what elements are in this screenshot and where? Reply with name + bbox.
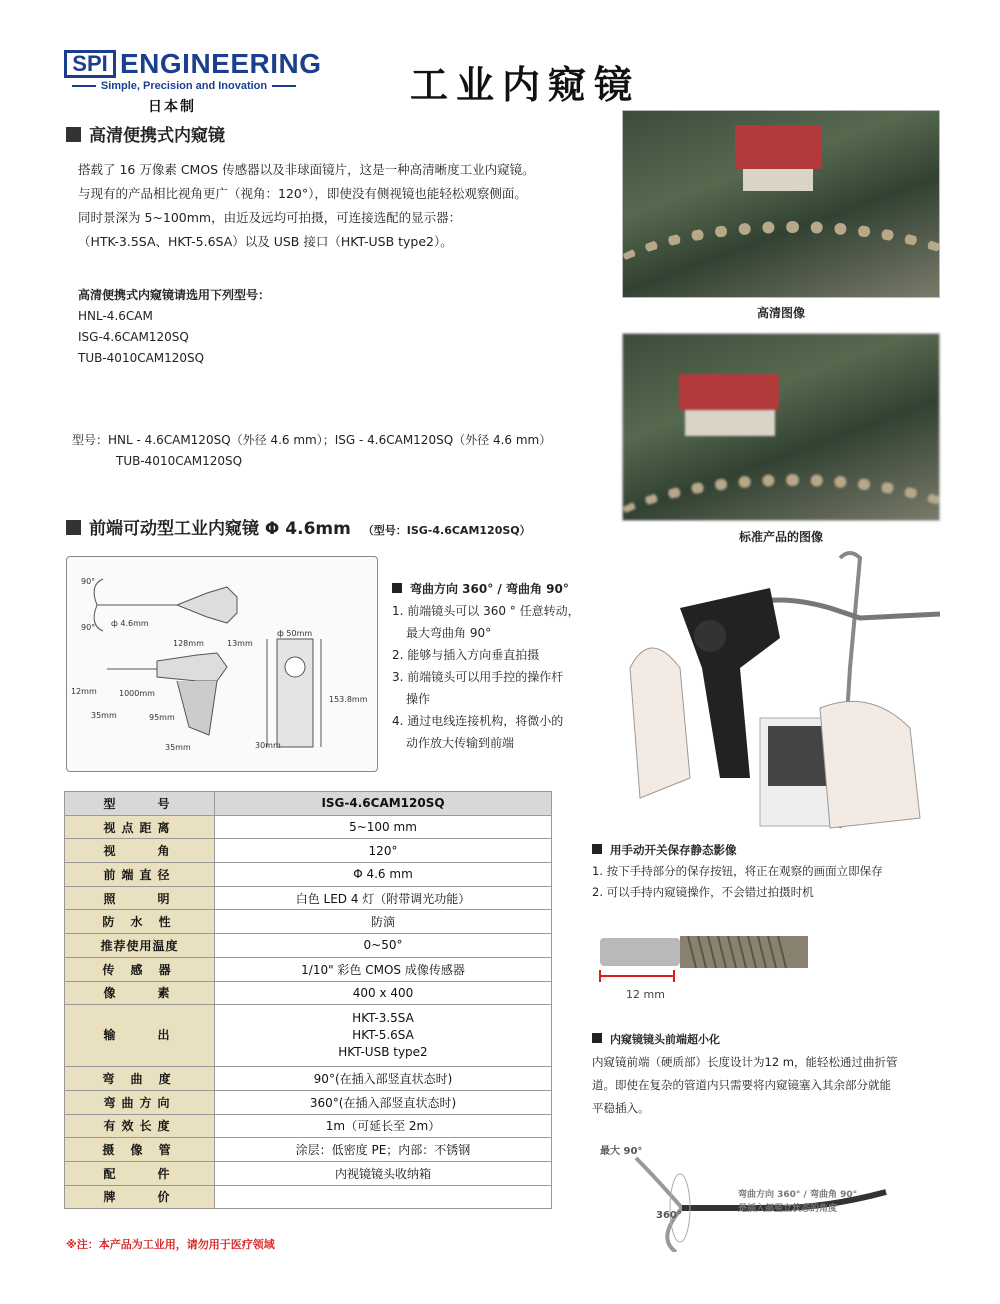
bullet-square-icon — [66, 520, 81, 535]
output-item: HKT-3.5SA — [352, 1011, 414, 1026]
feature-item: 动作放大传输到前端 — [406, 736, 515, 750]
table-row — [65, 886, 552, 910]
table-cell-value: Φ 4.6 mm — [215, 863, 552, 887]
table-row — [65, 1138, 552, 1162]
mini-text-line: 平稳插入。 — [592, 1101, 650, 1115]
table-cell-key: 输 出 — [65, 1005, 215, 1067]
logo-spi-mark: SPI — [64, 50, 116, 78]
features-title-text: 弯曲方向 360° / 弯曲角 90° — [410, 582, 569, 596]
table-row — [65, 1090, 552, 1114]
hd-image-photo — [622, 110, 940, 298]
model-line — [72, 430, 551, 472]
table-cell-key: 摄 像 管 — [65, 1138, 215, 1162]
save-section — [592, 840, 972, 903]
save-item: 1. 按下手持部分的保存按钮，将正在观察的画面立即保存 — [592, 864, 883, 878]
feature-item: 操作 — [406, 692, 431, 706]
table-cell-key: 视点距离 — [65, 815, 215, 839]
dimension-drawing — [67, 557, 379, 773]
dim-label: 1000mm — [119, 689, 155, 698]
section-heading-hd-text: 高清便携式内窥镜 — [89, 126, 225, 146]
table-cell-key: 牌 价 — [65, 1185, 215, 1209]
page-title: 工业内窥镜 — [410, 63, 641, 107]
dim-label: ф 50mm — [277, 629, 313, 638]
table-cell-key: 弯 曲 度 — [65, 1067, 215, 1091]
bend-note — [738, 1188, 857, 1216]
paragraph-line: 搭载了 16 万像素 CMOS 传感器以及非球面镜片，这是一种高清晰度工业内窥镜。 — [78, 162, 535, 177]
table-cell-key: 推荐使用温度 — [65, 934, 215, 958]
dim-label: ф 4.6mm — [111, 619, 149, 628]
table-row — [65, 815, 552, 839]
table-cell-value: 白色 LED 4 灯（附带调光功能） — [215, 886, 552, 910]
table-cell-value: 90°(在插入部竖直状态时) — [215, 1067, 552, 1091]
logo-wordmark: ENGINEERING — [120, 48, 322, 79]
bullet-square-icon — [592, 844, 602, 854]
section-heading-movable — [66, 514, 531, 539]
table-row — [65, 839, 552, 863]
dim-label: 95mm — [149, 713, 175, 722]
dim-label: 153.8mm — [329, 695, 368, 704]
mini-text-line: 道。即使在复杂的管道内只需要将内窥镜塞入其余部分就能 — [592, 1078, 891, 1092]
standard-image-photo — [622, 333, 940, 521]
tip-length-label: 12 mm — [626, 988, 665, 1001]
table-cell-value: ISG-4.6CAM120SQ — [215, 792, 552, 816]
save-item: 2. 可以手持内窥镜操作，不会错过拍摄时机 — [592, 885, 814, 899]
section-heading-movable-text: 前端可动型工业内窥镜 Φ 4.6mm — [89, 519, 351, 539]
dim-label: 35mm — [91, 711, 117, 720]
table-cell-key: 照 明 — [65, 886, 215, 910]
table-row — [65, 1161, 552, 1185]
model-item: HNL-4.6CAM — [78, 309, 153, 323]
dim-label: 90° — [81, 577, 96, 586]
tip-closeup-photo — [596, 930, 812, 1006]
rotation-label: 360° — [656, 1210, 682, 1221]
feature-item: 1. 前端镜头可以 360 ° 任意转动， — [392, 604, 580, 618]
model-line-1: 型号：HNL - 4.6CAM120SQ（外径 4.6 mm）；ISG - 4.6CAM120SQ（外径 4.6 mm） — [72, 433, 552, 447]
table-cell-value — [215, 1005, 552, 1067]
table-cell-value: 内视镜镜头收纳箱 — [215, 1161, 552, 1185]
table-cell-key: 像 素 — [65, 981, 215, 1005]
mini-section — [592, 1028, 964, 1120]
feature-item: 最大弯曲角 90° — [406, 626, 492, 640]
table-cell-key: 防 水 性 — [65, 910, 215, 934]
table-cell-key: 视 角 — [65, 839, 215, 863]
handheld-scope-photo — [610, 548, 950, 830]
table-header-row — [65, 792, 552, 816]
table-row — [65, 957, 552, 981]
paragraph-line: 与现有的产品相比视角更广（视角：120°），即使没有侧视镜也能轻松观察侧面。 — [78, 186, 527, 201]
table-cell-value: 1/10" 彩色 CMOS 成像传感器 — [215, 957, 552, 981]
table-cell-value: 5~100 mm — [215, 815, 552, 839]
table-cell-value: 防滴 — [215, 910, 552, 934]
standard-image-caption: 标准产品的图像 — [738, 530, 823, 544]
feature-item: 3. 前端镜头可以用手控的操作杆 — [392, 670, 564, 684]
save-title-text: 用手动开关保存静态影像 — [610, 843, 737, 857]
table-row — [65, 910, 552, 934]
dim-label: 12mm — [71, 687, 97, 696]
table-row — [65, 981, 552, 1005]
feature-item: 2. 能够与插入方向垂直拍摄 — [392, 648, 540, 662]
applicable-title: 高清便携式内窥镜请选用下列型号： — [78, 288, 271, 302]
bend-note-1: 弯曲方向 360° / 弯曲角 90° — [738, 1190, 858, 1200]
bullet-square-icon — [592, 1033, 602, 1043]
table-cell-value — [215, 1185, 552, 1209]
mini-title-text: 内窥镜镜头前端超小化 — [610, 1033, 720, 1046]
bend-note-2: 是插入部竖立状态的角度 — [738, 1204, 838, 1214]
dim-label: 128mm — [173, 639, 204, 648]
bullet-square-icon — [66, 127, 81, 142]
dimension-diagram — [66, 556, 378, 772]
mini-text-line: 内窥镜前端（硬质部）长度设计为12 m，能轻松通过曲折管 — [592, 1055, 898, 1069]
table-cell-value: 1m（可延长至 2m） — [215, 1114, 552, 1138]
company-logo — [64, 46, 324, 114]
model-item: TUB-4010CAM120SQ — [78, 351, 205, 365]
table-cell-value: 360°(在插入部竖直状态时) — [215, 1090, 552, 1114]
mini-title — [592, 1028, 964, 1051]
feature-item: 4. 通过电线连接机构，将微小的 — [392, 714, 564, 728]
model-line-2: TUB-4010CAM120SQ — [116, 454, 243, 468]
model-tag: （型号：ISG-4.6CAM120SQ） — [362, 524, 531, 537]
spec-table — [64, 791, 552, 1209]
table-cell-value: 120° — [215, 839, 552, 863]
bend-illustration — [596, 1128, 956, 1252]
table-row — [65, 1005, 552, 1067]
table-cell-key: 传 感 器 — [65, 957, 215, 981]
save-title — [592, 840, 972, 861]
dim-label: 90° — [81, 623, 96, 632]
paragraph-line: （HTK-3.5SA、HKT-5.6SA）以及 USB 接口（HKT-USB type2）。 — [78, 234, 453, 249]
table-row — [65, 934, 552, 958]
features-list — [392, 578, 612, 754]
features-title — [392, 578, 612, 600]
table-cell-key: 弯曲方向 — [65, 1090, 215, 1114]
table-cell-value: 400 x 400 — [215, 981, 552, 1005]
logo-tagline: Simple, Precision and Inovation — [64, 80, 304, 92]
dim-label: 13mm — [227, 639, 253, 648]
max-angle-label: 最大 90° — [600, 1146, 643, 1157]
model-item: ISG-4.6CAM120SQ — [78, 330, 189, 344]
table-cell-key: 有效长度 — [65, 1114, 215, 1138]
hd-image-caption: 高清图像 — [756, 306, 805, 320]
logo-origin: 日本制 — [148, 99, 196, 115]
dim-label: 30mm — [255, 741, 281, 750]
paragraph-line: 同时景深为 5~100mm，由近及远均可拍摄，可连接选配的显示器： — [78, 210, 462, 225]
table-row — [65, 1067, 552, 1091]
footer-note: ※注：本产品为工业用，请勿用于医疗领域 — [66, 1238, 275, 1251]
output-item: HKT-USB type2 — [338, 1045, 428, 1060]
table-cell-key: 前端直径 — [65, 863, 215, 887]
table-cell-value: 涂层：低密度 PE；内部：不锈钢 — [215, 1138, 552, 1162]
section1-paragraph — [78, 158, 608, 254]
table-row — [65, 1185, 552, 1209]
bullet-square-icon — [392, 583, 402, 593]
table-cell-key: 型 号 — [65, 792, 215, 816]
table-row — [65, 1114, 552, 1138]
output-item: HKT-5.6SA — [352, 1028, 414, 1043]
table-row — [65, 863, 552, 887]
applicable-models — [78, 285, 270, 369]
table-cell-key: 配 件 — [65, 1161, 215, 1185]
dim-label: 35mm — [165, 743, 191, 752]
section-heading-hd — [66, 121, 225, 146]
table-cell-value: 0~50° — [215, 934, 552, 958]
